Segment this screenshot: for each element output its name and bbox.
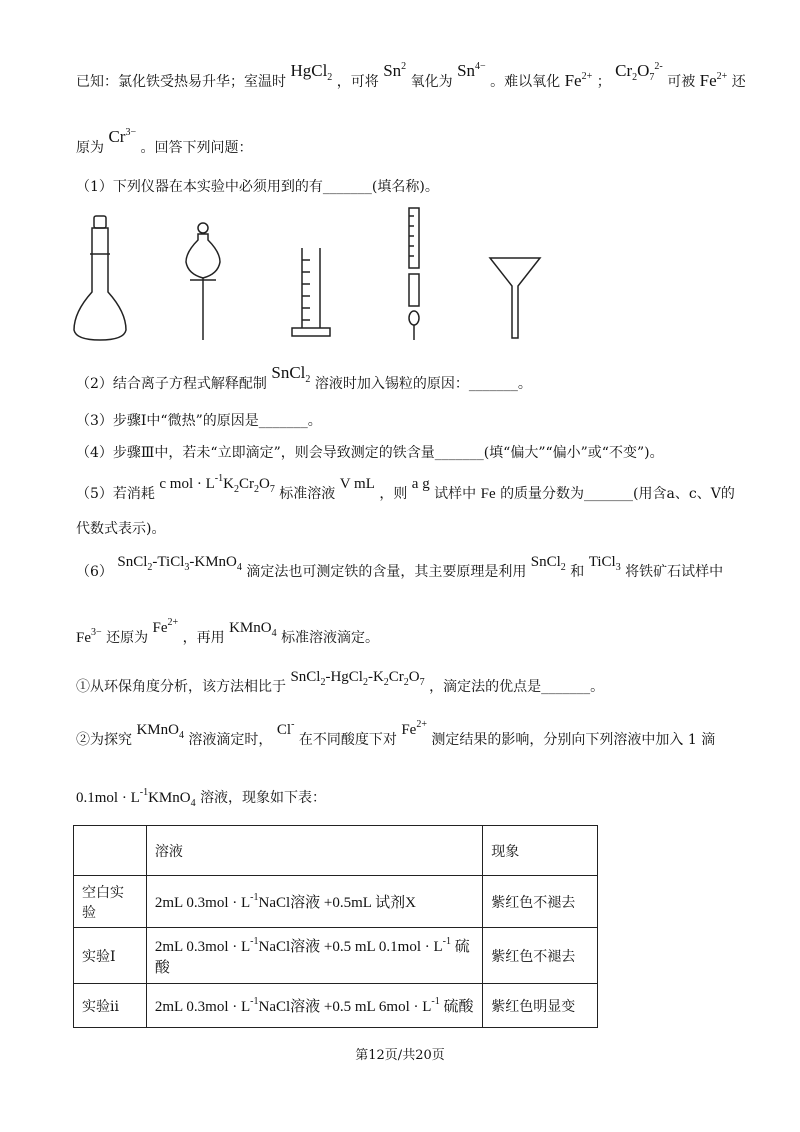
fe2-ion-2: $Fe^{2+}$: [699, 71, 728, 90]
burette-icon: [409, 208, 419, 340]
q5-text-4: 试样中: [434, 486, 477, 502]
table-row: [74, 984, 598, 1028]
known-text-8: 原为: [76, 140, 104, 156]
question-2: [76, 363, 532, 395]
question-6-2: [76, 719, 716, 751]
experiment-table: [73, 825, 598, 1028]
table-header-cell: 现象: [483, 826, 598, 876]
table-row: [74, 928, 598, 984]
question-6: [76, 554, 724, 583]
question-5-line-2: 代数式表示)。: [76, 521, 166, 537]
sncl2-formula: SnCl$_2$: [271, 363, 311, 385]
table-header-cell: 溶液: [146, 826, 482, 876]
q6-2-concentration: $0.1mol \cdot L^{-1}KMnO_4$: [76, 787, 196, 809]
sn2-ion: Sn$^2$: [383, 61, 407, 80]
row-name: 空白实验: [74, 876, 147, 928]
separatory-funnel-icon: [186, 223, 220, 340]
q5-text-5: 的质量分数为_______(用含a、c、V的: [500, 486, 735, 502]
question-4: （4）步骤Ⅲ中，若未“立即滴定”，则会导致测定的铁含量_______(填“偏大”“偏小”或“不变”)。: [76, 445, 664, 461]
cr3-ion: $Cr^{3-}$: [108, 127, 137, 146]
q6-fe3: $Fe^{3-}$: [76, 627, 102, 646]
q6-1-formula: $SnCl_2-HgCl_2-K_2Cr_2O_7$: [290, 669, 425, 688]
q5-concentration: c mol · $L^{-1}K_2Cr_2O_7$: [159, 473, 275, 495]
q5-text-2: 标准溶液: [279, 486, 336, 502]
sn4-ion: $Sn^{4-}$: [457, 61, 486, 80]
known-text-3: 氧化为: [410, 74, 453, 90]
table-header-row: [74, 826, 598, 876]
q6-1-text: ①从环保角度分析，该方法相比于: [76, 679, 286, 695]
row-solution: 2mL $0.3mol \cdot L^{-1}NaCl$溶液 +0.5 mL $0.1mol \cdot L^{-1}$ 硫酸: [146, 928, 482, 984]
q2-text-2: 溶液时加入锡粒的原因：_______。: [314, 376, 532, 392]
q6-text-and: 和: [570, 564, 585, 580]
table-header-cell: [74, 826, 147, 876]
row-name: 实验ii: [74, 984, 147, 1028]
q6-text-6: 标准溶液滴定。: [281, 630, 380, 646]
hgcl2-formula: HgCl$_2$: [290, 61, 333, 83]
q6-ticl3: TiCl$_3$: [588, 554, 621, 573]
row-observation: 紫红色明显变: [483, 984, 598, 1028]
q2-text: （2）结合离子方程式解释配制: [76, 376, 267, 392]
question-3: （3）步骤Ⅰ中“微热”的原因是_______。: [76, 413, 322, 429]
question-6-line-2: [76, 617, 380, 649]
known-text-7: 还: [731, 74, 746, 90]
graduated-cylinder-icon: [292, 248, 330, 336]
q6-text-5: ，再用: [182, 630, 225, 646]
known-line-1: [76, 61, 746, 93]
volumetric-flask-icon: [74, 216, 126, 340]
q6-2-text-2: 溶液滴定时，: [188, 732, 273, 748]
q5-text: （5）若消耗: [76, 486, 155, 502]
q6-fe2: $Fe^{2+}$: [152, 617, 179, 636]
q6-2-cl: Cl-: [276, 719, 295, 738]
q5-fe: Fe: [480, 486, 496, 502]
question-6-2-line-2: [76, 788, 326, 809]
question-6-1: [76, 669, 605, 698]
q6-2-text-4: 测定结果的影响，分别向下列溶液中加入 1 滴: [431, 732, 716, 748]
apparatus-figure: [0, 200, 800, 350]
row-solution: 2mL $0.3mol \cdot L^{-1}NaCl$溶液 +0.5 mL $6mol \cdot L^{-1}$ 硫酸: [146, 984, 482, 1028]
q6-text-3: 将铁矿石试样中: [625, 564, 724, 580]
known-text-2: ，可将: [336, 74, 379, 90]
page-footer: 第12页/共20页: [355, 1048, 445, 1063]
row-observation: 紫红色不褪去: [483, 876, 598, 928]
question-1: （1）下列仪器在本实验中必须用到的有_______(填名称)。: [76, 179, 439, 195]
q6-sncl2: SnCl$_2$: [530, 554, 566, 573]
question-5: [76, 473, 735, 505]
q6-text-2: 滴定法也可测定铁的含量，其主要原理是利用: [246, 564, 527, 580]
known-text-1: 已知：氯化铁受热易升华；室温时: [76, 74, 286, 90]
row-solution: 2mL $0.3mol \cdot L^{-1}NaCl$溶液 +0.5mL 试剂X: [146, 876, 482, 928]
row-name: 实验Ⅰ: [74, 928, 147, 984]
q6-formula: SnCl$_2$-TiCl$_3$-KMnO$_4$: [117, 554, 242, 573]
known-text-9: 。回答下列问题：: [140, 140, 253, 156]
q6-kmno4: KMnO$_4$: [229, 620, 277, 639]
known-text-5: ；: [596, 74, 611, 90]
known-text-6: 可被: [667, 74, 696, 90]
row-observation: 紫红色不褪去: [483, 928, 598, 984]
q6-2-text-3: 在不同酸度下对: [298, 732, 397, 748]
q6-text-4: 还原为: [106, 630, 149, 646]
fe2-ion: $Fe^{2+}$: [564, 71, 593, 90]
q6-1-text-2: ，滴定法的优点是_______。: [429, 679, 605, 695]
q5-mass: a g: [411, 476, 430, 492]
q6-2-text: ②为探究: [76, 732, 132, 748]
q6-2-text-5: 溶液，现象如下表：: [200, 790, 327, 806]
q5-volume: V mL: [339, 476, 375, 492]
q6-text: （6）: [76, 564, 113, 580]
table-row: [74, 876, 598, 928]
cr2o7-ion: $Cr_2O_7^{2-}$: [615, 61, 663, 83]
q5-text-3: ，则: [379, 486, 408, 502]
q6-2-fe2: $Fe^{2+}$: [401, 719, 427, 738]
known-line-2: [76, 127, 253, 156]
funnel-icon: [490, 258, 540, 338]
q6-2-kmno4: KMnO$_4$: [136, 722, 184, 741]
known-text-4: 。难以氧化: [490, 74, 561, 90]
